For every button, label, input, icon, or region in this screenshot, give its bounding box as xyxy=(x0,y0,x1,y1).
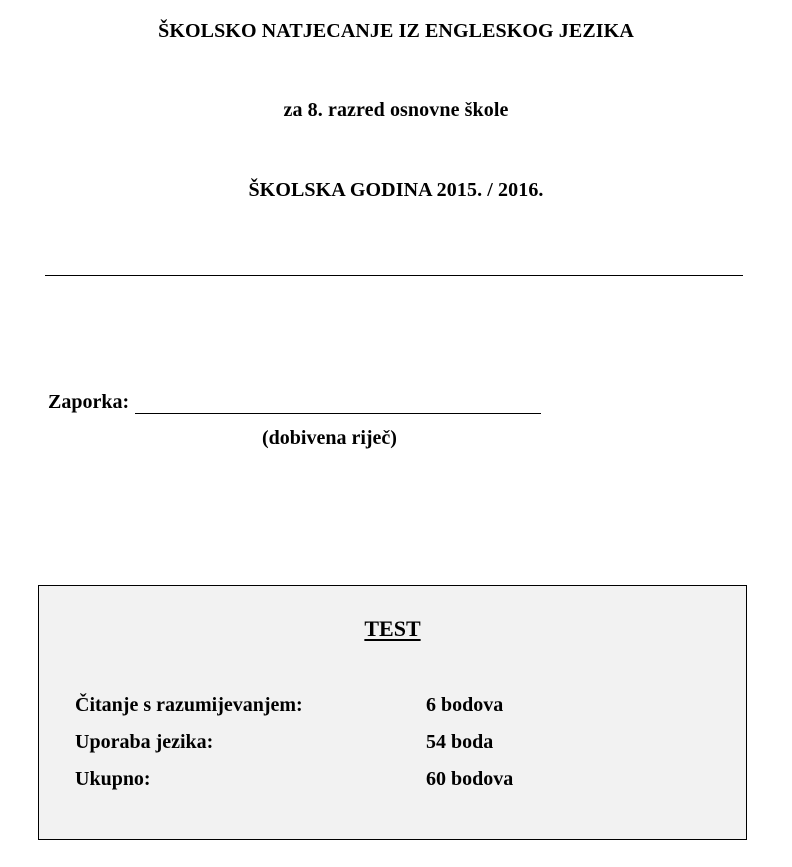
zaporka-hint: (dobivena riječ) xyxy=(262,427,397,449)
horizontal-divider xyxy=(45,275,743,276)
zaporka-label: Zaporka: xyxy=(48,391,130,413)
score-value: 54 boda xyxy=(426,731,494,753)
zaporka-input-line[interactable] xyxy=(135,393,541,414)
zaporka-field-row xyxy=(48,390,541,414)
document-subtitle: za 8. razred osnovne škole xyxy=(283,99,509,121)
score-label: Čitanje s razumijevanjem: xyxy=(75,694,303,716)
document-title: ŠKOLSKO NATJECANJE IZ ENGLESKOG JEZIKA xyxy=(158,20,634,42)
test-score-box xyxy=(38,585,747,840)
score-value: 6 bodova xyxy=(426,694,504,716)
score-value: 60 bodova xyxy=(426,768,514,790)
school-year: ŠKOLSKA GODINA 2015. / 2016. xyxy=(248,179,544,201)
test-heading xyxy=(39,616,746,642)
test-heading-text: TEST xyxy=(364,616,421,641)
score-label: Uporaba jezika: xyxy=(75,731,214,753)
score-label: Ukupno: xyxy=(75,768,151,790)
